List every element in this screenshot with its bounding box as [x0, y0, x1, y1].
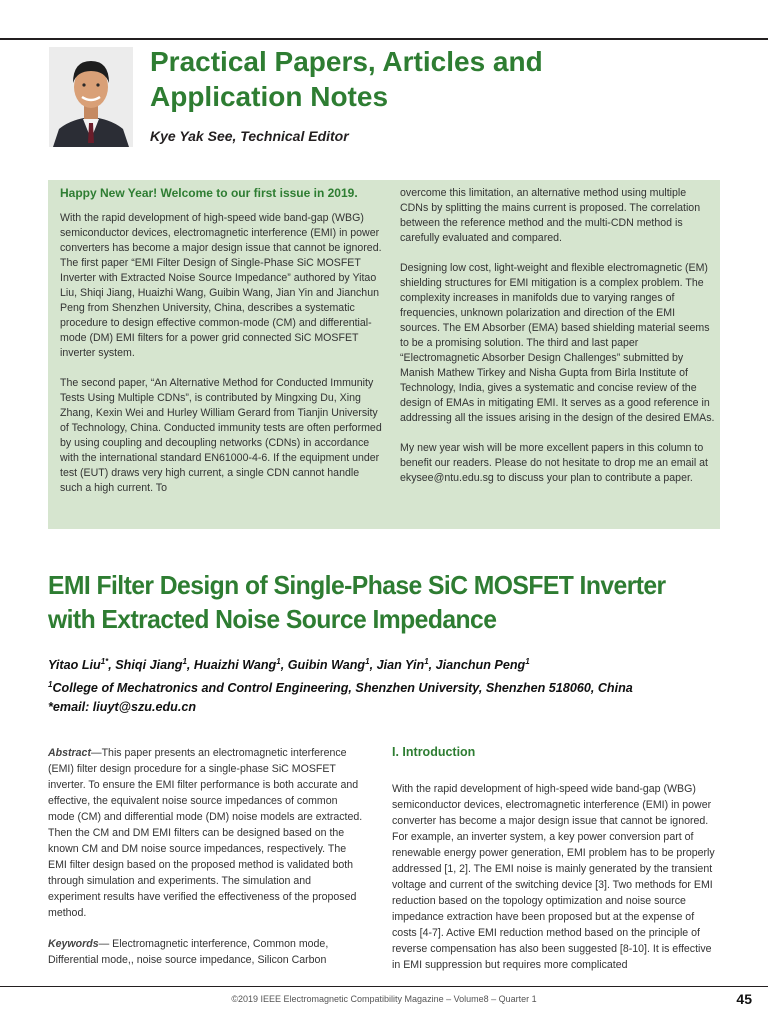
author-name: Shiqi Jiang	[115, 658, 183, 673]
affiliation-sup: 1	[48, 680, 53, 690]
author-list: Yitao Liu$^{1*}$, Shiqi Jiang$^1$, Huaizhi Wang$^1$, Guibin Wang$^1$, Jian Yin$^1$, Jianchun Peng$^1$	[48, 657, 530, 673]
keywords	[48, 936, 366, 968]
page-number: 45	[736, 991, 752, 1007]
introduction-heading: I. Introduction	[392, 745, 476, 759]
introduction-text: With the rapid development of high-speed wide band-gap (WBG) semiconductor devices, electromagnetic interference (EMI) in power converter has become a major design issue that cannot be ignored. For example, an inverter system, a key power conversion part of renewable energy power generation, EMI problem has to be properly addressed [1, 2]. The EMI noise is mainly generated by the transient voltage and current of the switching device [3]. Two methods for EMI reduction based on the topology optimization and noise source impedance extraction have been proposed but at the expense of costs [4-7]. Active EMI reduction method based on the principle of reverse compensation has also been suggested [8-10]. It is effective in EMI suppression but requires more complicated	[392, 783, 715, 971]
author-name: Yitao Liu	[48, 658, 101, 673]
editorial-paragraph: The second paper, “An Alternative Method for Conducted Immunity Tests Using Multiple CDNs”, is contributed by Mingxing Du, Xing Zhang, Kexin Wei and Hurley William Gerard from Tianjin University of Technology, China. Conducted immunity tests are often performed by using coupling and decoupling networks (CDNs) in accordance with the international standard EN61000-4-6. If the equipment under test (EUT) draws very high current, a single CDN cannot handle such a high current. To	[60, 377, 382, 494]
author-name: Huaizhi Wang	[193, 658, 277, 673]
author-sup: 1	[182, 657, 187, 666]
editorial-paragraph: My new year wish will be more excellent papers in this column to benefit our readers. Please do not hesitate to drop me an email at ekysee@ntu.edu.sg to discuss your plan to contribute a paper.	[400, 442, 708, 484]
author-name: Jian Yin	[376, 658, 425, 673]
affiliation	[48, 675, 748, 698]
footer-text: ©2019 IEEE Electromagnetic Compatibility Magazine – Volume8 – Quarter 1	[231, 994, 537, 1004]
introduction-column	[392, 743, 720, 988]
editorial-right-column	[400, 186, 716, 501]
keywords-text: — Electromagnetic interference, Common mode, Differential mode,, noise source impedance, Silicon Carbon	[48, 938, 329, 966]
editorial-paragraph: overcome this limitation, an alternative method using multiple CDNs by splitting the mains current is proposed. The correlation between the reference method and the multi-CDN method is carefully evaluated and compared.	[400, 187, 701, 244]
author-sup: 1	[365, 657, 370, 666]
editorial-heading: Happy New Year! Welcome to our first issue in 2019.	[60, 186, 358, 200]
editorial-left-column	[60, 186, 384, 511]
footer-rule	[0, 986, 768, 987]
author-block	[48, 652, 748, 717]
author-sup: 1*	[100, 657, 109, 666]
paper-title: EMI Filter Design of Single-Phase SiC MOSFET Inverter with Extracted Noise Source Impedance	[48, 570, 666, 634]
section-title: Practical Papers, Articles and Application Notes	[150, 46, 543, 112]
technical-editor: Kye Yak See, Technical Editor	[150, 128, 349, 144]
abstract	[48, 745, 366, 921]
top-rule	[0, 38, 768, 40]
author-name: Jianchun Peng	[435, 658, 526, 673]
author-sup: 1	[525, 657, 530, 666]
author-email: *email: liuyt@szu.edu.cn	[48, 700, 197, 715]
editorial-paragraph: With the rapid development of high-speed wide band-gap (WBG) semiconductor devices, electromagnetic interference (EMI) in power converters has become a major design issue that cannot be ignored. The first paper “EMI Filter Design of Single-Phase SiC MOSFET Inverter with Extracted Noise Source Impedance” authored by Yitao Liu, Shiqi Jiang, Huaizhi Wang, Guibin Wang, Jian Yin and Jianchun Peng from Shenzhen University, China, describes a systematic procedure to design effective common-mode (CM) and differential-mode (DM) EMI filters for a power grid connected SiC MOSFET inverter system.	[60, 212, 382, 359]
editor-photo	[49, 47, 133, 147]
author-sup: 1	[276, 657, 281, 666]
editorial-paragraph: Designing low cost, light-weight and flexible electromagnetic (EM) shielding structures for EMI mitigation is a complex problem. The complexity increases in manifolds due to varying ranges of frequencies, unknown polarization and direction of the EMI sources. The EM Absorber (EMA) based shielding material seems to be a promising solution. The third and last paper “Electromagnetic Absorber Design Challenges” submitted by Manish Mathew Tirkey and Nisha Gupta from Birla Institute of Technology, India, gives a systematic and concise review of the design of EMAs in mitigating EMI. It serves as a good reference in addressing all the issues arising in the design of the desired EMAs.	[400, 262, 715, 424]
author-name: Guibin Wang	[287, 658, 366, 673]
abstract-text: —This paper presents an electromagnetic interference (EMI) filter design procedure for a single-phase SiC MOSFET inverter. To ensure the EMI filter performance is both accurate and effective, the equivalent noise source impedances of common mode (CM) and differential mode (DM) noise models are extracted. Then the CM and DM EMI filters can be designed based on the known CM and DM noise source impedances, respectively. The EMI filter design based on the proposed method is validated both through simulation and experiments. The simulation and experiment results have verified the effectiveness of the proposed method.	[48, 747, 363, 919]
editorial-box	[48, 180, 720, 529]
abstract-label: Abstract	[48, 747, 91, 759]
abstract-column	[48, 745, 366, 983]
author-sup: 1	[424, 657, 429, 666]
keywords-label: Keywords	[48, 938, 99, 950]
affiliation-text: College of Mechatronics and Control Engineering, Shenzhen University, Shenzhen 518060, China	[52, 681, 633, 696]
